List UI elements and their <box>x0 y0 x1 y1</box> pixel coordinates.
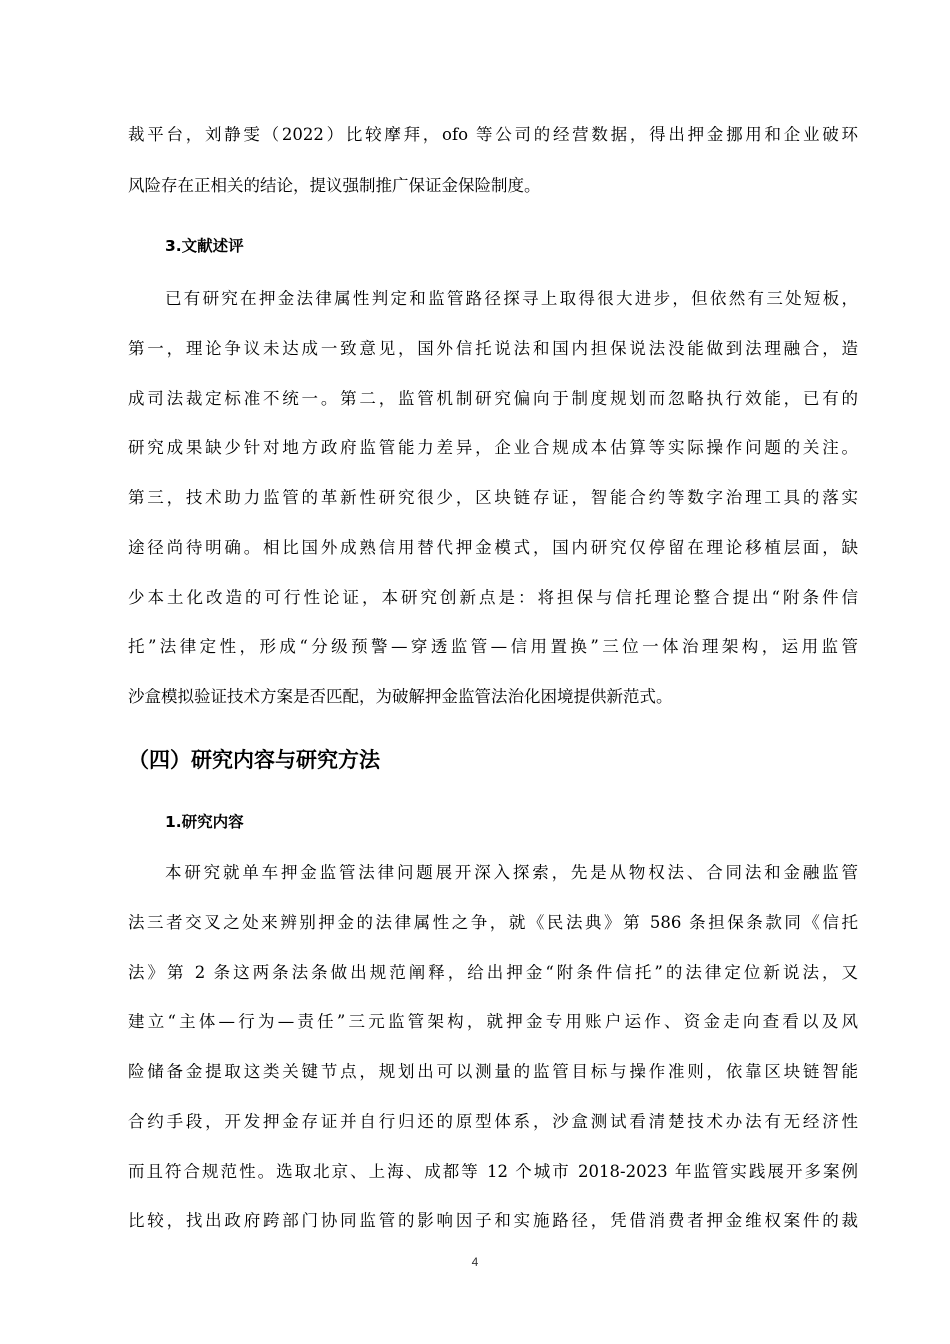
paragraph-line: 沙盒模拟验证技术方案是否匹配，为破解押金监管法治化困境提供新范式。 <box>128 687 673 707</box>
paragraph-line: 裁平台，刘静雯（2022）比较摩拜，ofo 等公司的经营数据，得出押金挪用和企业破环 <box>128 125 858 144</box>
paragraph-line: 已有研究在押金法律属性判定和监管路径探寻上取得很大进步，但依然有三处短板， <box>165 289 858 308</box>
paragraph-line: 第三，技术助力监管的革新性研究很少，区块链存证，智能合约等数字治理工具的落实 <box>128 488 858 508</box>
paragraph-line: 风险存在正相关的结论，提议强制推广保证金保险制度。 <box>128 176 541 196</box>
paragraph-line: 险储备金提取这类关键节点，规划出可以测量的监管目标与操作准则，依靠区块链智能 <box>128 1062 858 1082</box>
paragraph-line: 途径尚待明确。相比国外成熟信用替代押金模式，国内研究仅停留在理论移植层面，缺 <box>128 537 858 557</box>
paragraph-line: 比较，找出政府跨部门协同监管的影响因子和实施路径，凭借消费者押金维权案件的裁 <box>128 1211 858 1231</box>
paragraph-line: 法三者交叉之处来辨别押金的法律属性之争，就《民法典》第 586 条担保条款同《信托 <box>128 912 858 932</box>
paragraph-line: 研究成果缺少针对地方政府监管能力差异，企业合规成本估算等实际操作问题的关注。 <box>128 438 858 458</box>
paragraph-line: 合约手段，开发押金存证并自行归还的原型体系，沙盒测试看清楚技术办法有无经济性 <box>128 1111 858 1131</box>
continued-paragraph <box>128 116 858 204</box>
subsection-heading-research-content: 1.研究内容 <box>165 813 244 831</box>
paragraph-line: 少本土化改造的可行性论证，本研究创新点是：将担保与信托理论整合提出“附条件信 <box>128 587 858 607</box>
paragraph-line: 建立“主体—行为—责任”三元监管架构，就押金专用账户运作、资金走向查看以及风 <box>128 1012 858 1032</box>
paragraph-line: 成司法裁定标准不统一。第二，监管机制研究偏向于制度规划而忽略执行效能，已有的 <box>128 388 858 408</box>
section-heading-research-content-methods: （四）研究内容与研究方法 <box>128 748 380 772</box>
paragraph-line: 托”法律定性，形成“分级预警—穿透监管—信用置换”三位一体治理架构，运用监管 <box>128 637 858 657</box>
paragraph-line: 第一，理论争议未达成一致意见，国外信托说法和国内担保说法没能做到法理融合，造 <box>128 338 858 358</box>
subsection-heading-literature-review: 3.文献述评 <box>165 237 244 255</box>
paragraph-line: 而且符合规范性。选取北京、上海、成都等 12 个城市 2018-2023 年监管实践展开多案例 <box>128 1161 858 1181</box>
research-content-paragraph <box>128 854 858 1240</box>
page-number: 4 <box>471 1255 479 1269</box>
literature-review-paragraph <box>128 280 858 715</box>
paragraph-line: 本研究就单车押金监管法律问题展开深入探索，先是从物权法、合同法和金融监管 <box>165 863 858 882</box>
paragraph-line: 法》第 2 条这两条法条做出规范阐释，给出押金“附条件信托”的法律定位新说法，又 <box>128 962 858 982</box>
